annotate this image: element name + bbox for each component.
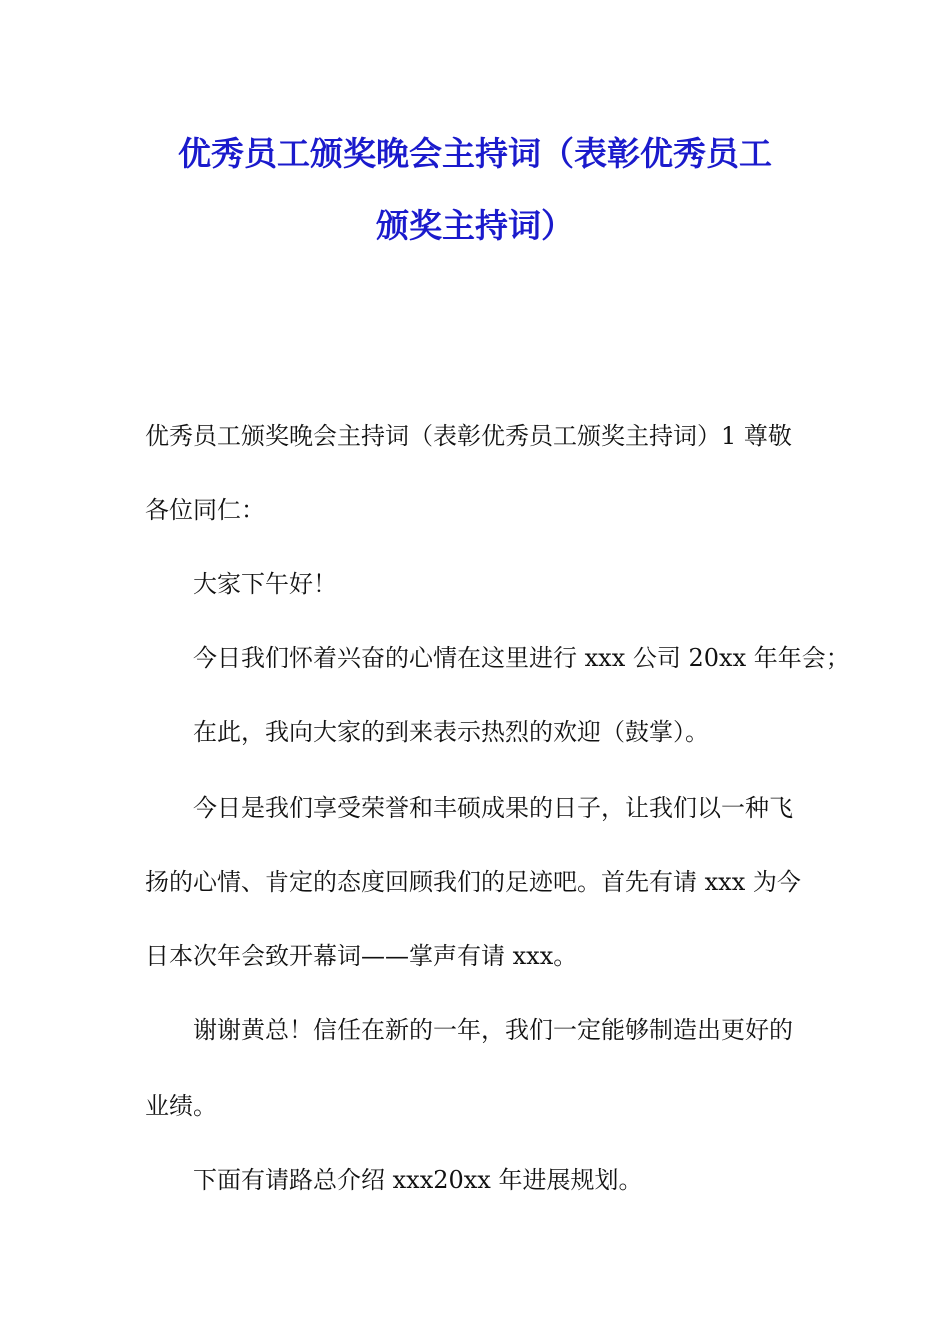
document-title-line-2: 颁奖主持词） <box>376 206 574 245</box>
body-line-2: 各位同仁： <box>145 496 265 524</box>
body-line-8: 日本次年会致开幕词——掌声有请 xxx。 <box>145 942 578 970</box>
body-line-4: 今日我们怀着兴奋的心情在这里进行 xxx 公司 20xx 年年会； <box>193 644 850 672</box>
body-line-5: 在此，我向大家的到来表示热烈的欢迎（鼓掌）。 <box>193 718 709 746</box>
body-line-3: 大家下午好！ <box>193 570 337 598</box>
body-line-10: 业绩。 <box>145 1092 217 1120</box>
body-line-6: 今日是我们享受荣誉和丰硕成果的日子，让我们以一种飞 <box>193 794 793 822</box>
body-line-7: 扬的心情、肯定的态度回顾我们的足迹吧。首先有请 xxx 为今 <box>145 868 801 896</box>
body-line-1: 优秀员工颁奖晚会主持词（表彰优秀员工颁奖主持词）1 尊敬 <box>145 422 792 450</box>
body-line-9: 谢谢黄总！信任在新的一年，我们一定能够制造出更好的 <box>193 1016 793 1044</box>
body-line-11: 下面有请路总介绍 xxx20xx 年进展规划。 <box>193 1166 643 1194</box>
document-title-line-1: 优秀员工颁奖晚会主持词（表彰优秀员工 <box>178 134 772 173</box>
